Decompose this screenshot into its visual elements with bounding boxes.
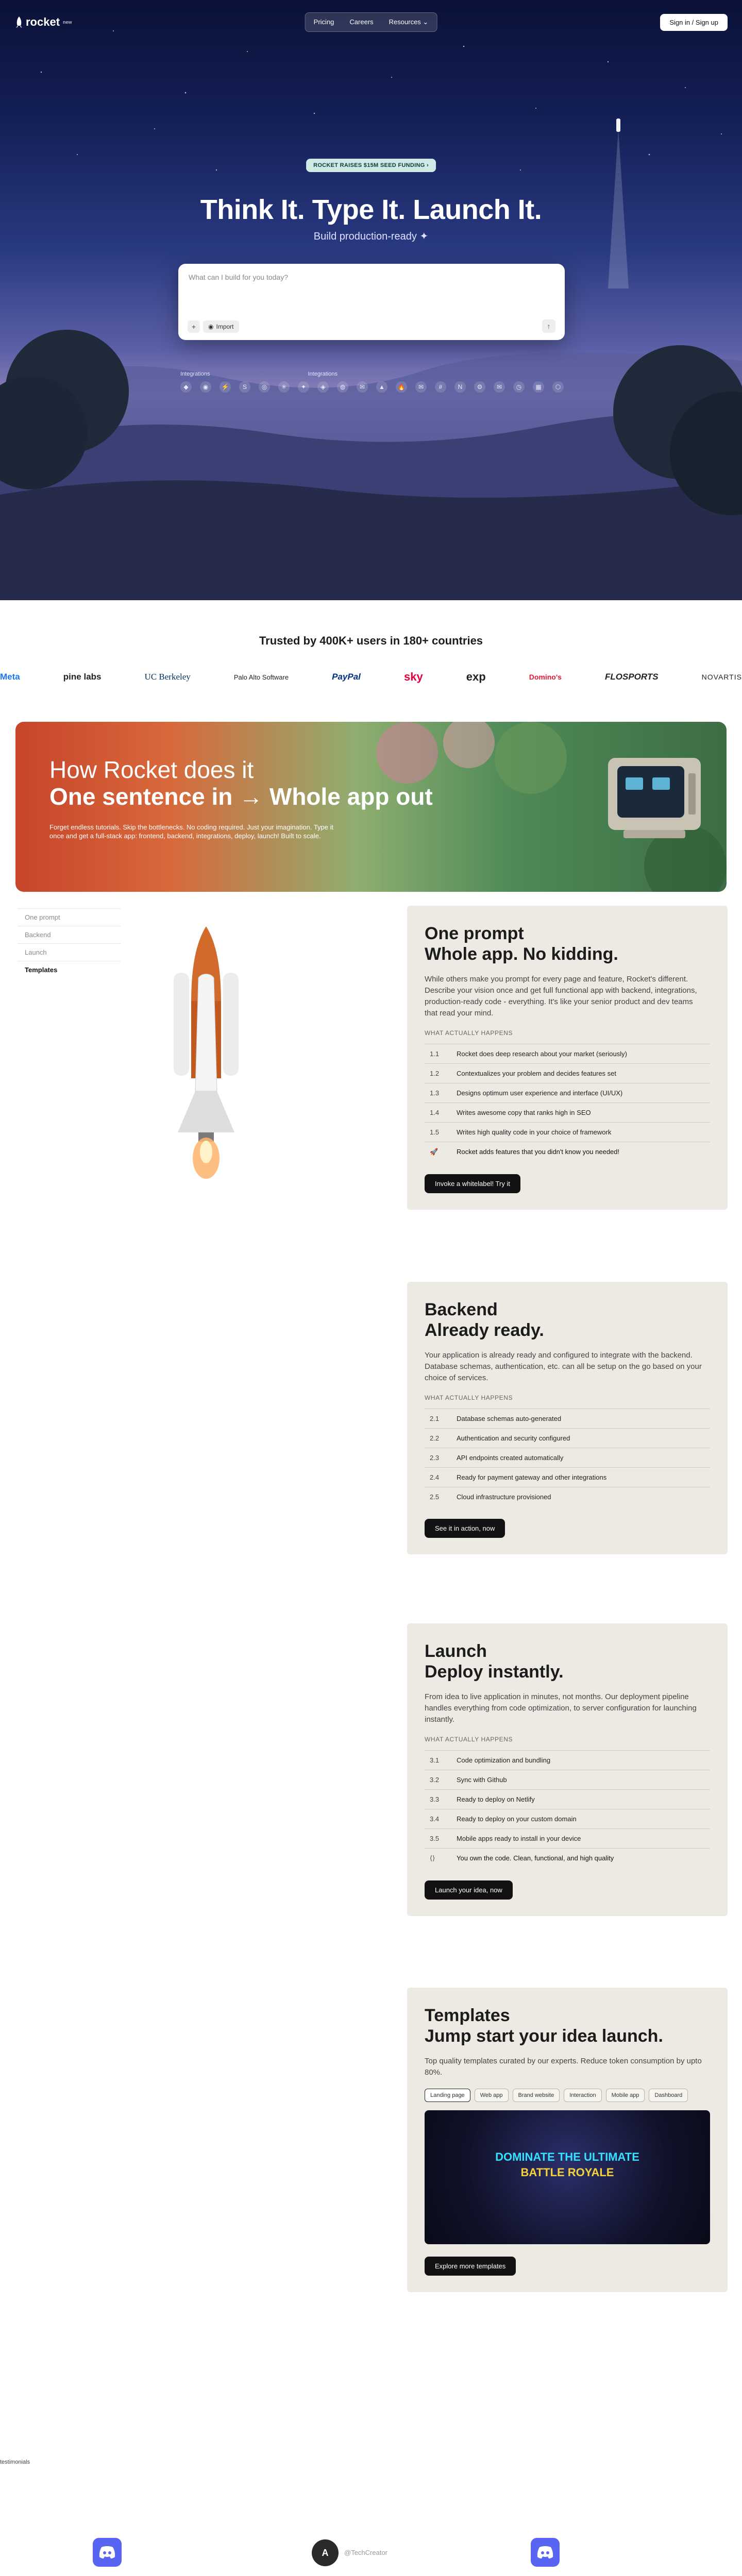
steps-list xyxy=(425,1409,710,1506)
step-row xyxy=(425,1103,710,1122)
step-row xyxy=(425,1142,710,1162)
firebase-icon[interactable]: 🔥 xyxy=(396,381,407,393)
resend-icon[interactable]: ✉ xyxy=(357,381,368,393)
client-logo: Domino's xyxy=(529,673,562,681)
template-tabs xyxy=(425,2089,710,2102)
card-title-rest: Already ready. xyxy=(425,1320,544,1340)
steps-list xyxy=(425,1750,710,1868)
client-logo: Meta xyxy=(0,672,20,682)
slack-icon[interactable]: # xyxy=(435,381,446,393)
plus-icon[interactable]: + xyxy=(188,320,200,333)
step-number: 3.5 xyxy=(430,1835,440,1842)
step-number: 1.2 xyxy=(430,1070,440,1077)
client-logo: FLOSPORTS xyxy=(605,672,659,682)
step-text: Writes high quality code in your choice of framework xyxy=(457,1128,612,1136)
client-logo: pine labs xyxy=(63,672,102,682)
card-title xyxy=(425,2005,710,2046)
feature-card-templates xyxy=(407,1988,728,2292)
template-tab-landing[interactable]: Landing page xyxy=(425,2089,470,2102)
template-preview[interactable] xyxy=(425,2110,710,2244)
discord-icon[interactable] xyxy=(93,2538,122,2567)
avatar: A xyxy=(312,2539,339,2566)
side-nav-item-one-prompt[interactable]: One prompt xyxy=(18,908,121,926)
github-icon: ◉ xyxy=(208,323,214,330)
steps-list xyxy=(425,1044,710,1162)
template-tab-mobile[interactable]: Mobile app xyxy=(606,2089,645,2102)
card-cta-button[interactable]: Launch your idea, now xyxy=(425,1880,513,1900)
step-row xyxy=(425,1448,710,1467)
feature-side-nav xyxy=(18,908,121,978)
integrations-label: Integrations xyxy=(180,371,210,377)
step-number: 2.5 xyxy=(430,1493,440,1501)
step-number: 1.1 xyxy=(430,1050,440,1058)
gemini-icon[interactable]: ✦ xyxy=(298,381,309,393)
arrow-right-icon: → xyxy=(239,783,263,810)
step-text: Code optimization and bundling xyxy=(457,1756,551,1764)
card-title-strong: Templates xyxy=(425,2006,510,2025)
mailchimp-icon[interactable]: ✉ xyxy=(415,381,427,393)
what-happens-label: WHAT ACTUALLY HAPPENS xyxy=(425,1029,513,1037)
card-title-rest: Whole app. No kidding. xyxy=(425,944,618,964)
card-title xyxy=(425,1299,710,1341)
step-row xyxy=(425,1063,710,1083)
how-line2-b: Whole app out xyxy=(269,783,433,810)
step-text: Contextualizes your problem and decides features set xyxy=(457,1070,617,1077)
client-logo: NOVARTIS xyxy=(701,673,742,681)
rocket-icon: 🚀 xyxy=(430,1148,439,1156)
step-text: Ready to deploy on Netlify xyxy=(457,1795,535,1803)
step-text: Writes awesome copy that ranks high in SEO xyxy=(457,1109,591,1116)
step-row xyxy=(425,1428,710,1448)
step-text: API endpoints created automatically xyxy=(457,1454,564,1462)
notion-icon[interactable]: N xyxy=(454,381,466,393)
feature-card-launch xyxy=(407,1623,728,1916)
hubspot-icon[interactable]: ⬡ xyxy=(552,381,564,393)
nav-link-pricing[interactable]: Pricing xyxy=(313,18,334,26)
brand-sup: new xyxy=(63,20,72,25)
card-title xyxy=(425,1641,710,1682)
step-row xyxy=(425,1809,710,1828)
step-row xyxy=(425,1770,710,1789)
arrow-up-icon: ↑ xyxy=(547,322,551,330)
brand-name: rocket xyxy=(26,15,60,28)
testimonials-broken-image: testimonials xyxy=(0,2459,30,2465)
template-tab-dashboard[interactable]: Dashboard xyxy=(649,2089,688,2102)
template-tab-brand[interactable]: Brand website xyxy=(513,2089,560,2102)
step-row xyxy=(425,1083,710,1103)
card-cta-button[interactable]: See it in action, now xyxy=(425,1519,505,1538)
step-number: 1.3 xyxy=(430,1089,440,1097)
what-happens-label: WHAT ACTUALLY HAPPENS xyxy=(425,1736,513,1743)
client-logo: exp xyxy=(466,670,486,683)
client-logo: sky xyxy=(403,670,423,683)
card-title-strong: Backend xyxy=(425,1300,498,1319)
step-text: Cloud infrastructure provisioned xyxy=(457,1493,551,1501)
space-shuttle-illustration xyxy=(167,916,245,1184)
step-text: Ready to deploy on your custom domain xyxy=(457,1815,577,1823)
step-text: Sync with Github xyxy=(457,1776,507,1784)
figma-icon[interactable]: ◆ xyxy=(180,381,192,393)
side-nav-item-backend[interactable]: Backend xyxy=(18,926,121,943)
github-icon[interactable]: ◉ xyxy=(200,381,211,393)
side-nav-item-templates[interactable]: Templates xyxy=(18,961,121,978)
step-number: 1.5 xyxy=(430,1128,440,1136)
step-text: Ready for payment gateway and other integrations xyxy=(457,1473,607,1481)
card-title-strong: Launch xyxy=(425,1641,487,1661)
preview-headline-2: BATTLE ROYALE xyxy=(520,2166,614,2179)
import-label: Import xyxy=(216,323,234,330)
card-title-strong: One prompt xyxy=(425,924,524,943)
step-row xyxy=(425,1122,710,1142)
step-row xyxy=(425,1409,710,1428)
card-description: Top quality templates curated by our experts. Reduce token consumption by upto 80%. xyxy=(425,2057,702,2077)
step-number: 2.2 xyxy=(430,1434,440,1442)
step-number: 3.3 xyxy=(430,1795,440,1803)
feature-card-backend xyxy=(407,1282,728,1554)
card-title xyxy=(425,923,710,964)
calendly-icon[interactable]: ◷ xyxy=(513,381,525,393)
step-number: 3.4 xyxy=(430,1815,440,1823)
preview-headline-1: DOMINATE THE ULTIMATE xyxy=(495,2150,639,2163)
step-text: Designs optimum user experience and interface (UI/UX) xyxy=(457,1089,623,1097)
zapier-icon[interactable]: ⚙ xyxy=(474,381,485,393)
netlify-icon[interactable]: ▲ xyxy=(376,381,387,393)
signin-button[interactable]: Sign in / Sign up xyxy=(660,14,728,31)
step-number: 3.1 xyxy=(430,1756,440,1764)
step-row xyxy=(425,1467,710,1487)
template-tab-interaction[interactable]: Interaction xyxy=(564,2089,601,2102)
how-line2-a: One sentence in xyxy=(49,783,233,810)
step-text: Authentication and security configured xyxy=(457,1434,570,1442)
arrow-right-icon: › xyxy=(426,162,429,168)
step-text: Rocket adds features that you didn't know you needed! xyxy=(457,1148,620,1156)
stripe-icon[interactable]: S xyxy=(239,381,250,393)
card-title-rest: Deploy instantly. xyxy=(425,1662,564,1682)
client-logo: Palo Alto Software xyxy=(233,673,289,681)
perplexity-icon[interactable]: ◈ xyxy=(317,381,329,393)
how-title-line1: How Rocket does it xyxy=(49,756,254,783)
side-nav-item-launch[interactable]: Launch xyxy=(18,943,121,961)
card-title-rest: Jump start your idea launch. xyxy=(425,2026,663,2046)
testimonial-handle: @TechCreator xyxy=(344,2549,388,2556)
card-cta-button[interactable]: Invoke a whitelabel! Try it xyxy=(425,1174,520,1193)
card-description: Your application is already ready and configured to integrate with the backend. Database schemas, authentication, etc. can all be setup on the go based on your choice of services. xyxy=(425,1351,702,1382)
code-icon: ⟨⟩ xyxy=(430,1854,435,1862)
twilio-icon[interactable]: ◍ xyxy=(337,381,348,393)
client-logo: PayPal xyxy=(332,672,361,682)
card-description: From idea to live application in minutes, not months. Our deployment pipeline handles everything from code optimization, to server configuration for launching instantly. xyxy=(425,1692,697,1724)
step-text: You own the code. Clean, functional, and high quality xyxy=(457,1854,614,1862)
airtable-icon[interactable]: ▦ xyxy=(533,381,544,393)
sendgrid-icon[interactable]: ✉ xyxy=(494,381,505,393)
step-text: Rocket does deep research about your market (seriously) xyxy=(457,1050,627,1058)
step-row xyxy=(425,1487,710,1506)
integrations-label: Integrations xyxy=(308,371,338,377)
how-paragraph: Forget endless tutorials. Skip the bottlenecks. No coding required. Just your imagination. Type it once and get a full-stack app: frontend, backend, integrations, deploy, launch! Built to scale. xyxy=(49,823,334,840)
step-row xyxy=(425,1789,710,1809)
hero-subtitle-text: Build production-ready xyxy=(313,231,417,242)
step-number: 3.2 xyxy=(430,1776,440,1784)
step-text: Database schemas auto-generated xyxy=(457,1415,562,1422)
prompt-input[interactable]: What can I build for you today? xyxy=(189,273,288,281)
trusted-title: Trusted by 400K+ users in 180+ countries xyxy=(259,634,483,647)
client-logo: UC Berkeley xyxy=(144,672,191,682)
claude-icon[interactable]: ✳ xyxy=(278,381,290,393)
supabase-icon[interactable]: ⚡ xyxy=(220,381,231,393)
badge-label: ROCKET RAISES $15M SEED FUNDING xyxy=(313,162,425,168)
step-row xyxy=(425,1828,710,1848)
template-tab-webapp[interactable]: Web app xyxy=(475,2089,509,2102)
card-cta-button[interactable]: Explore more templates xyxy=(425,2257,516,2276)
card-description: While others make you prompt for every page and feature, Rocket's different. Describe your vision once and get full functional app with backend, integrations, production-ready code - everything. It's like your senior product and dev teams that read your mind. xyxy=(425,975,697,1018)
nav-link-careers[interactable]: Careers xyxy=(349,18,374,26)
step-row xyxy=(425,1848,710,1868)
nav-link-resources-label: Resources xyxy=(389,18,421,26)
chevron-down-icon: ⌄ xyxy=(423,18,429,26)
step-row xyxy=(425,1044,710,1063)
step-row xyxy=(425,1750,710,1770)
sparkle-icon: ✦ xyxy=(419,231,429,242)
feature-card-one-prompt xyxy=(407,906,728,1210)
step-number: 2.3 xyxy=(430,1454,440,1462)
step-number: 2.1 xyxy=(430,1415,440,1422)
step-number: 1.4 xyxy=(430,1109,440,1116)
what-happens-label: WHAT ACTUALLY HAPPENS xyxy=(425,1394,513,1401)
discord-icon[interactable] xyxy=(531,2538,560,2567)
hero-title: Think It. Type It. Launch It. xyxy=(200,194,542,225)
step-number: 2.4 xyxy=(430,1473,440,1481)
step-text: Mobile apps ready to install in your device xyxy=(457,1835,581,1842)
testimonials-section xyxy=(0,2453,742,2576)
openai-icon[interactable]: ◎ xyxy=(259,381,270,393)
